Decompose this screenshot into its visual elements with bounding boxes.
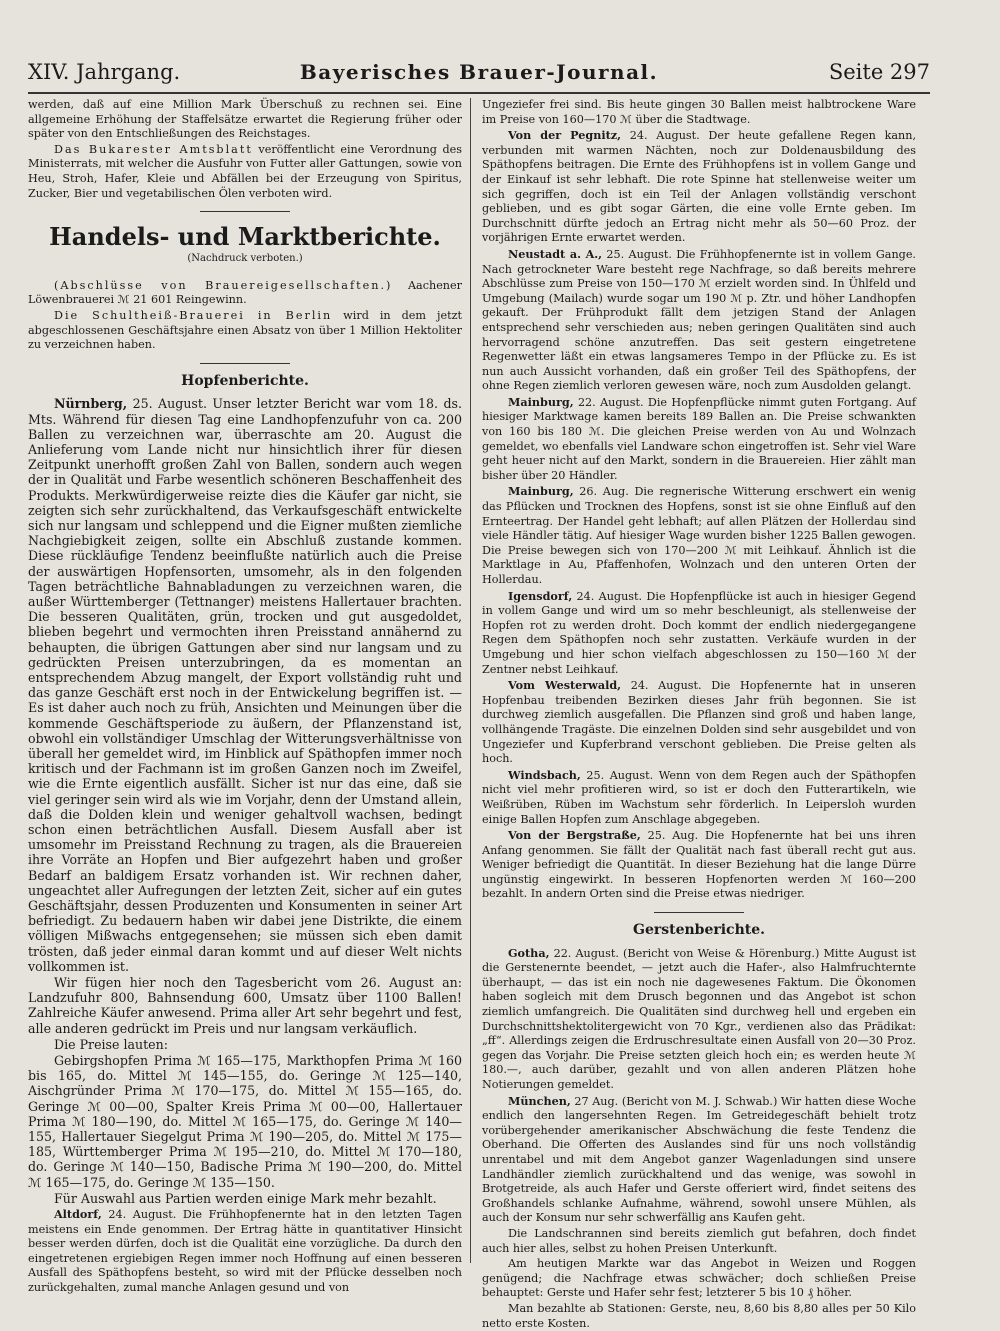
location-name: Mainburg, [508,394,574,409]
column-rule [470,98,471,1263]
paragraph [482,1094,916,1226]
location-name: München, [508,1093,571,1108]
paragraph: Man bezahlte ab Stationen: Gerste, neu, 8,60 bis 8,80 alles per 50 Kilo netto erste Kosten. [482,1301,916,1330]
body-text: 25. August. Unser letzter Bericht war vom 18. ds. Mts. Während für diesen Tag eine Landhopfenzufuhr von ca. 200 Ballen zu verzeichnen war, überraschte am 20. August die Anlieferung vom Lande nicht nur hinsichtlich ihrer für diesen Zeitpunkt unerhofft großen Zahl von Ballen, sondern auch wegen der in Qualität und Farbe wesentlich schöneren Beschaffenheit des Produkts. Merkwürdigerweise reizte dies die Käufer gar nicht, sie zeigten sich sehr zurückhaltend, das Verkaufsgeschäft entwickelte sich nur langsam und schleppend und die Eigner mußten ziemliche Nachgiebigkeit zeigen, sollte ein Abschluß zustande kommen. Diese rückläufige Tendenz beeinflußte natürlich auch die Preise der auswärtigen Hopfensorten, umsomehr, als in den folgenden Tagen beträchtliche Bahnabladungen zu verzeichnen waren, die außer Württemberger (Tettnanger) meistens Hallertauer brachten. Die besseren Qualitäten, grün, trocken und gut ausgedoldet, blieben begehrt und vermochten ihren Preisstand annähernd zu behaupten, die übrigen Gattungen aber sind nur langsam und zu gedrückten Preisen unterzubringen, da es momentan an entsprechendem Abzug mangelt, der Export vollständig ruht und das ganze Geschäft erst noch in der Entwickelung begriffen ist. — Es ist daher auch noch zu früh, Ansichten und Meinungen über die kommende Geschäftsperiode zu äußern, der Pflanzenstand ist, obwohl ein vollständiger Umschlag der Witterungsverhältnisse von überall her gemeldet wird, im Hinblick auf Späthopfen immer noch kritisch und der Fachmann ist im großen Ganzen noch im Zweifel, wie die Ernte eigentlich ausfällt. Sicher ist nur das eine, daß sie viel geringer sein wird als wie im Vorjahr, denn der Umstand allein, daß die Dolden klein und weniger gehaltvoll wachsen, bedingt schon einen beträchtlichen Ausfall. Diesem Ausfall aber ist umsomehr im Preisstand Rechnung zu tragen, als die Brauereien ihre Vorräte an Hopfen und Bier aufgezehrt haben und großer Bedarf an baldigem Ersatz vorhanden ist. Wir rechnen daher, ungeachtet aller Aufregungen der letzten Zeit, sicher auf ein gutes Geschäftsjahr, dessen Produzenten und Konsumenten in seiner Art befriedigt. Zu bedauern haben wir dabei jene Distrikte, die einem völligen Mißwachs entgegensehen; sie müssen sich eben damit trösten, daß jeder einmal daran kommt und auf dieser Welt nichts vollkommen ist. [28,396,462,974]
paragraph: werden, daß auf eine Million Mark Überschuß zu rechnen sei. Eine allgemeine Erhöhung der Staffelsätze erwartet die Regierung früher oder später von den Entschließungen des Reichstages. [28,98,462,141]
divider [654,912,744,913]
paragraph [28,279,462,308]
body-text: Aachener Löwenbrauerei ℳ 21 601 Reingewinn. [28,278,462,307]
paragraph [482,484,916,587]
body-text: 24. August. Die Hopfenernte hat in unseren Hopfenbau treibenden Bezirken dieses Jahr früh begonnen. Sie ist durchweg ziemlich ausgefallen. Die Pflanzen sind groß und haben lange, vollhängende Tragäste. Die einzelnen Dolden sind sehr ausgebildet und von Ungeziefer und Kupferbrand verschont geblieben. Die Preise gelten als hoch. [482,679,916,766]
body-text: 22. August. (Bericht von Weise & Hörenburg.) Mitte August ist die Gerstenernte beendet, — jetzt auch die Hafer-, also Halmfruchternte überhaupt, — das ist ein noch nie dagewesenes Faktum. Die Ökonomen haben sogleich mit dem Drusch begonnen und das Angebot ist schon ziemlich umfangreich. Die Qualitäten sind durchweg hell und ergeben ein Durchschnittshektolitergewicht von 70 Kgr., verdienen also das Prädikat: „ff“. Allerdings zeigen die Erdruschresultate einen Ausfall von 20—30 Proz. gegen das Vorjahr. Die Preise setzten gleich hoch ein; es werden heute ℳ 180.—, auch darüber, gezahlt und von allen anderen Plätzen hohe Notierungen gemeldet. [482,946,916,1091]
paragraph: Die Preise lauten: [54,1036,168,1052]
body-text: 24. August. Die Frühhopfenernte hat in den letzten Tagen meistens ein Ende genommen. Der Ertrag hätte in quantitativer Hinsicht besser werden dürfen, doch ist die Qualität eine vorzügliche. Da durch den eingetretenen ergiebigen Regen immer noch Hoffnung auf einen besseren Ausfall des Späthopfens besteht, so wird mit der Pflücke desselben noch zurückgehalten, zumal manche Anlagen gesund und von [28,1208,462,1295]
location-name: Altdorf, [54,1207,102,1222]
location-name: Vom Westerwald, [508,678,622,693]
paragraph [28,396,462,974]
paragraph: Ungeziefer frei sind. Bis heute gingen 30 Ballen meist halbtrockene Ware im Preise von 160—170 ℳ über die Stadtwage. [482,98,916,126]
location-name: Igensdorf, [508,588,573,603]
body-text: 22. August. Die Hopfenpflücke nimmt guten Fortgang. Auf hiesiger Marktwage kamen bereits 189 Ballen an. Die Preise schwankten von 160 bis 180 ℳ. Die gleichen Preise werden von Au und Wolnzach gemeldet, wo ebenfalls viel Landware schon eingetroffen ist. Sehr viel Ware geht heuer nicht auf den Markt, sondern in die Brauereien. Hier zählt man bisher über 20 Händler. [482,395,916,482]
journal-title: Bayerisches Brauer-Journal. [299,60,659,84]
barley-reports-title: Gerstenberichte. [632,922,765,939]
body-text: 24. August. Die Hopfenpflücke ist auch in hiesiger Gegend in vollem Gange und wird um so mehr beschleunigt, als stellenweise der Hopfen rot zu werden droht. Doch kommt der endlich niedergegangene Regen dem Späthopfen noch sehr zustatten. Verkäufe wurden in der Umgebung und hier schon vielfach abgeschlossen zu 150—160 ℳ der Zentner nebst Leihkauf. [482,589,916,676]
paragraph [482,395,916,484]
price-list: Gebirgshopfen Prima ℳ 165—175, Markthopfen Prima ℳ 160 bis 165, do. Mittel ℳ 145—155, do. Geringe ℳ 125—140, Aischgründer Prima ℳ 170—175, do. Mittel ℳ 155—165, do. Geringe ℳ 00—00, Spalter Kreis Prima ℳ 00—00, Hallertauer Prima ℳ 180—190, do. Mittel ℳ 165—175, do. Geringe ℳ 140—155, Hallertauer Siegelgut Prima ℳ 190—205, do. Mittel ℳ 175—185, Württemberger Prima ℳ 195—210, do. Mittel ℳ 170—180, do. Geringe ℳ 140—150, Badische Prima ℳ 190—200, do. Mittel ℳ 165—175, do. Geringe ℳ 135—150. [28,1053,462,1190]
divider [200,211,290,212]
paragraph [28,1207,462,1296]
volume-label: XIV. Jahrgang. [28,60,181,84]
lead-text: (Abschlüsse von Brauereigesellschaften.) [54,278,393,292]
location-name: Mainburg, [508,484,574,499]
right-column [482,98,916,1330]
body-text: 24. August. Der heute gefallene Regen kann, verbunden mit warmen Nächten, noch zur Doldenausbildung des Späthopfens beitragen. Die Ernte des Frühhopfens ist in vollem Gange und der Einkauf ist sehr lebhaft. Die rote Spinne hat stellenweise weiter um sich gegriffen, doch ist ein Teil der Anlagen vollständig verschont geblieben, und es gibt sogar Gärten, die eine volle Ernte geben. Im Durchschnitt dürfte jedoch an Ertrag nicht mehr als 50—60 Proz. der vorjährigen Ernte erwartet werden. [482,129,916,245]
paragraph [28,143,462,201]
body-text: 26. Aug. Die regnerische Witterung erschwert ein wenig das Pflücken und Trocknen des Hopfens, sonst ist sie ohne Einfluß auf den Ernteertrag. Der Handel geht lebhaft; auf allen Plätzen der Hollerdau sind viele Händler tätig. Auf hiesiger Wage wurden bisher 1225 Ballen gewogen. Die Preise bewegen sich von 170—200 ℳ mit Leihkauf. Ähnlich ist die Marktlage in Au, Pfaffenhofen, Wolnzach und den unteren Orten der Hollerdau. [482,485,916,586]
divider [200,363,290,364]
location-name: Von der Bergstraße, [508,828,641,843]
paragraph: Für Auswahl aus Partien werden einige Mark mehr bezahlt. [54,1190,437,1206]
paragraph [482,128,916,246]
body-text: 27 Aug. (Bericht von M. J. Schwab.) Wir hatten diese Woche endlich den langersehnten Regen. Im Getreidegeschäft behielt trotz vorübergehender amerikanischer Abschwächung die feste Tendenz die Oberhand. Die Offerten des Auslandes sind für uns noch vollständig unrentabel und mit dem Angebot ganzer Wagenladungen sind unsere Landhändler ziemlich zurückhaltend und das wenige, was sowohl in Brotgetreide, als auch Hafer und Gerste offeriert wird, findet seitens des Großhandels schlanke Aufnahme, während, sowohl unsere Mühlen, als auch der Konsum nur sehr schwerfällig ans Kaufen geht. [482,1094,916,1225]
paragraph [28,309,462,353]
body-text: 25. August. Die Frühhopfenernte ist in vollem Gange. Nach getrockneter Ware besteht rege Nachfrage, so daß bereits mehrere Abschlüsse zum Preise von 150—170 ℳ erzielt worden sind. In Ühlfeld und Umgebung (Mailach) wurde sogar um 190 ℳ p. Ztr. und höher Landhopfen gekauft. Der Frühprodukt fällt dem jetzigen Stand der Anlagen entsprechend sehr verschieden aus; neben geringen Qualitäten sind auch hervorragend schöne anzutreffen. Das seit gestern eingetretene Regenwetter läßt ein etwas langsameres Tempo in der Pflücke zu. Es ist nun auch Aussicht vorhanden, daß ein großer Teil des Späthopfens, der ohne Regen ziemlich verloren gewesen wäre, noch zum Ausdolden gelangt. [482,247,916,393]
location-name: Neustadt a. A., [508,246,603,261]
body-text: veröffentlicht eine Verordnung des Ministerrats, mit welcher die Ausfuhr von Futter aller Gattungen, sowie von Heu, Stroh, Hafer, Kleie und Abfällen bei der Erzeugung von Spiritus, Zucker, Bier und vegetabilischen Ölen verboten wird. [28,142,463,200]
paragraph [482,828,916,902]
paragraph [482,678,916,767]
section-subtitle: (Nachdruck verboten.) [187,253,303,265]
section-title: Handels- und Marktberichte. [49,222,441,252]
lead-text: Die Schultheiß-Brauerei in Berlin [54,308,333,322]
location-name: Von der Pegnitz, [508,128,622,143]
hop-reports-title: Hopfenberichte. [181,372,309,389]
paragraph: Am heutigen Markte war das Angebot in Weizen und Roggen genügend; die Nachfrage etwas schwächer; doch schließen Preise behauptet: Gerste und Hafer sehr fest; letzterer 5 bis 10 ₰ höher. [482,1257,916,1300]
location-name: Windsbach, [508,767,581,782]
location-name: Gotha, [508,945,550,960]
paragraph: Die Landschrannen sind bereits ziemlich gut befahren, doch findet auch hier alles, selbst zu hohen Preisen Unterkunft. [482,1226,916,1255]
paragraph [482,768,916,827]
left-column [28,98,463,1295]
page-header [28,52,930,94]
location-name: Nürnberg, [54,396,128,412]
paragraph [482,946,916,1093]
paragraph [482,247,916,394]
lead-text: Das Bukarester Amtsblatt [54,142,253,156]
nuernberg-report [28,396,462,1206]
page-number: Seite 297 [828,60,930,84]
paragraph [482,589,916,678]
body-text: 25. August. Wenn von dem Regen auch der Späthopfen nicht viel mehr profitieren wird, so ist er doch den Futterartikeln, wie Weißrüben, Rüben im Wachstum sehr förderlich. In Leipersloh wurden einige Ballen Hopfen zum Anschlage abgegeben. [482,768,916,826]
body-text: wird in dem jetzt abgeschlossenen Geschäftsjahre einen Absatz von über 1 Million Hektoliter zu verzeichnen haben. [28,308,462,352]
paragraph: Wir fügen hier noch den Tagesbericht vom 26. August an: Landzufuhr 800, Bahnsendung 600, Umsatz über 1100 Ballen! Zahlreiche Käufer anwesend. Prima aller Art sehr begehrt und fest, alle anderen gedrückt im Preis und nur langsam verkäuflich. [28,975,462,1036]
body-text: 25. Aug. Die Hopfenernte hat bei uns ihren Anfang genommen. Sie fällt der Qualität nach fast überall recht gut aus. Weniger befriedigt die Quantität. In dieser Beziehung hat die lange Dürre ungünstig eingewirkt. In besseren Hopfenorten werden ℳ 160—200 bezahlt. In andern Orten sind die Preise etwas niedriger. [482,829,916,901]
